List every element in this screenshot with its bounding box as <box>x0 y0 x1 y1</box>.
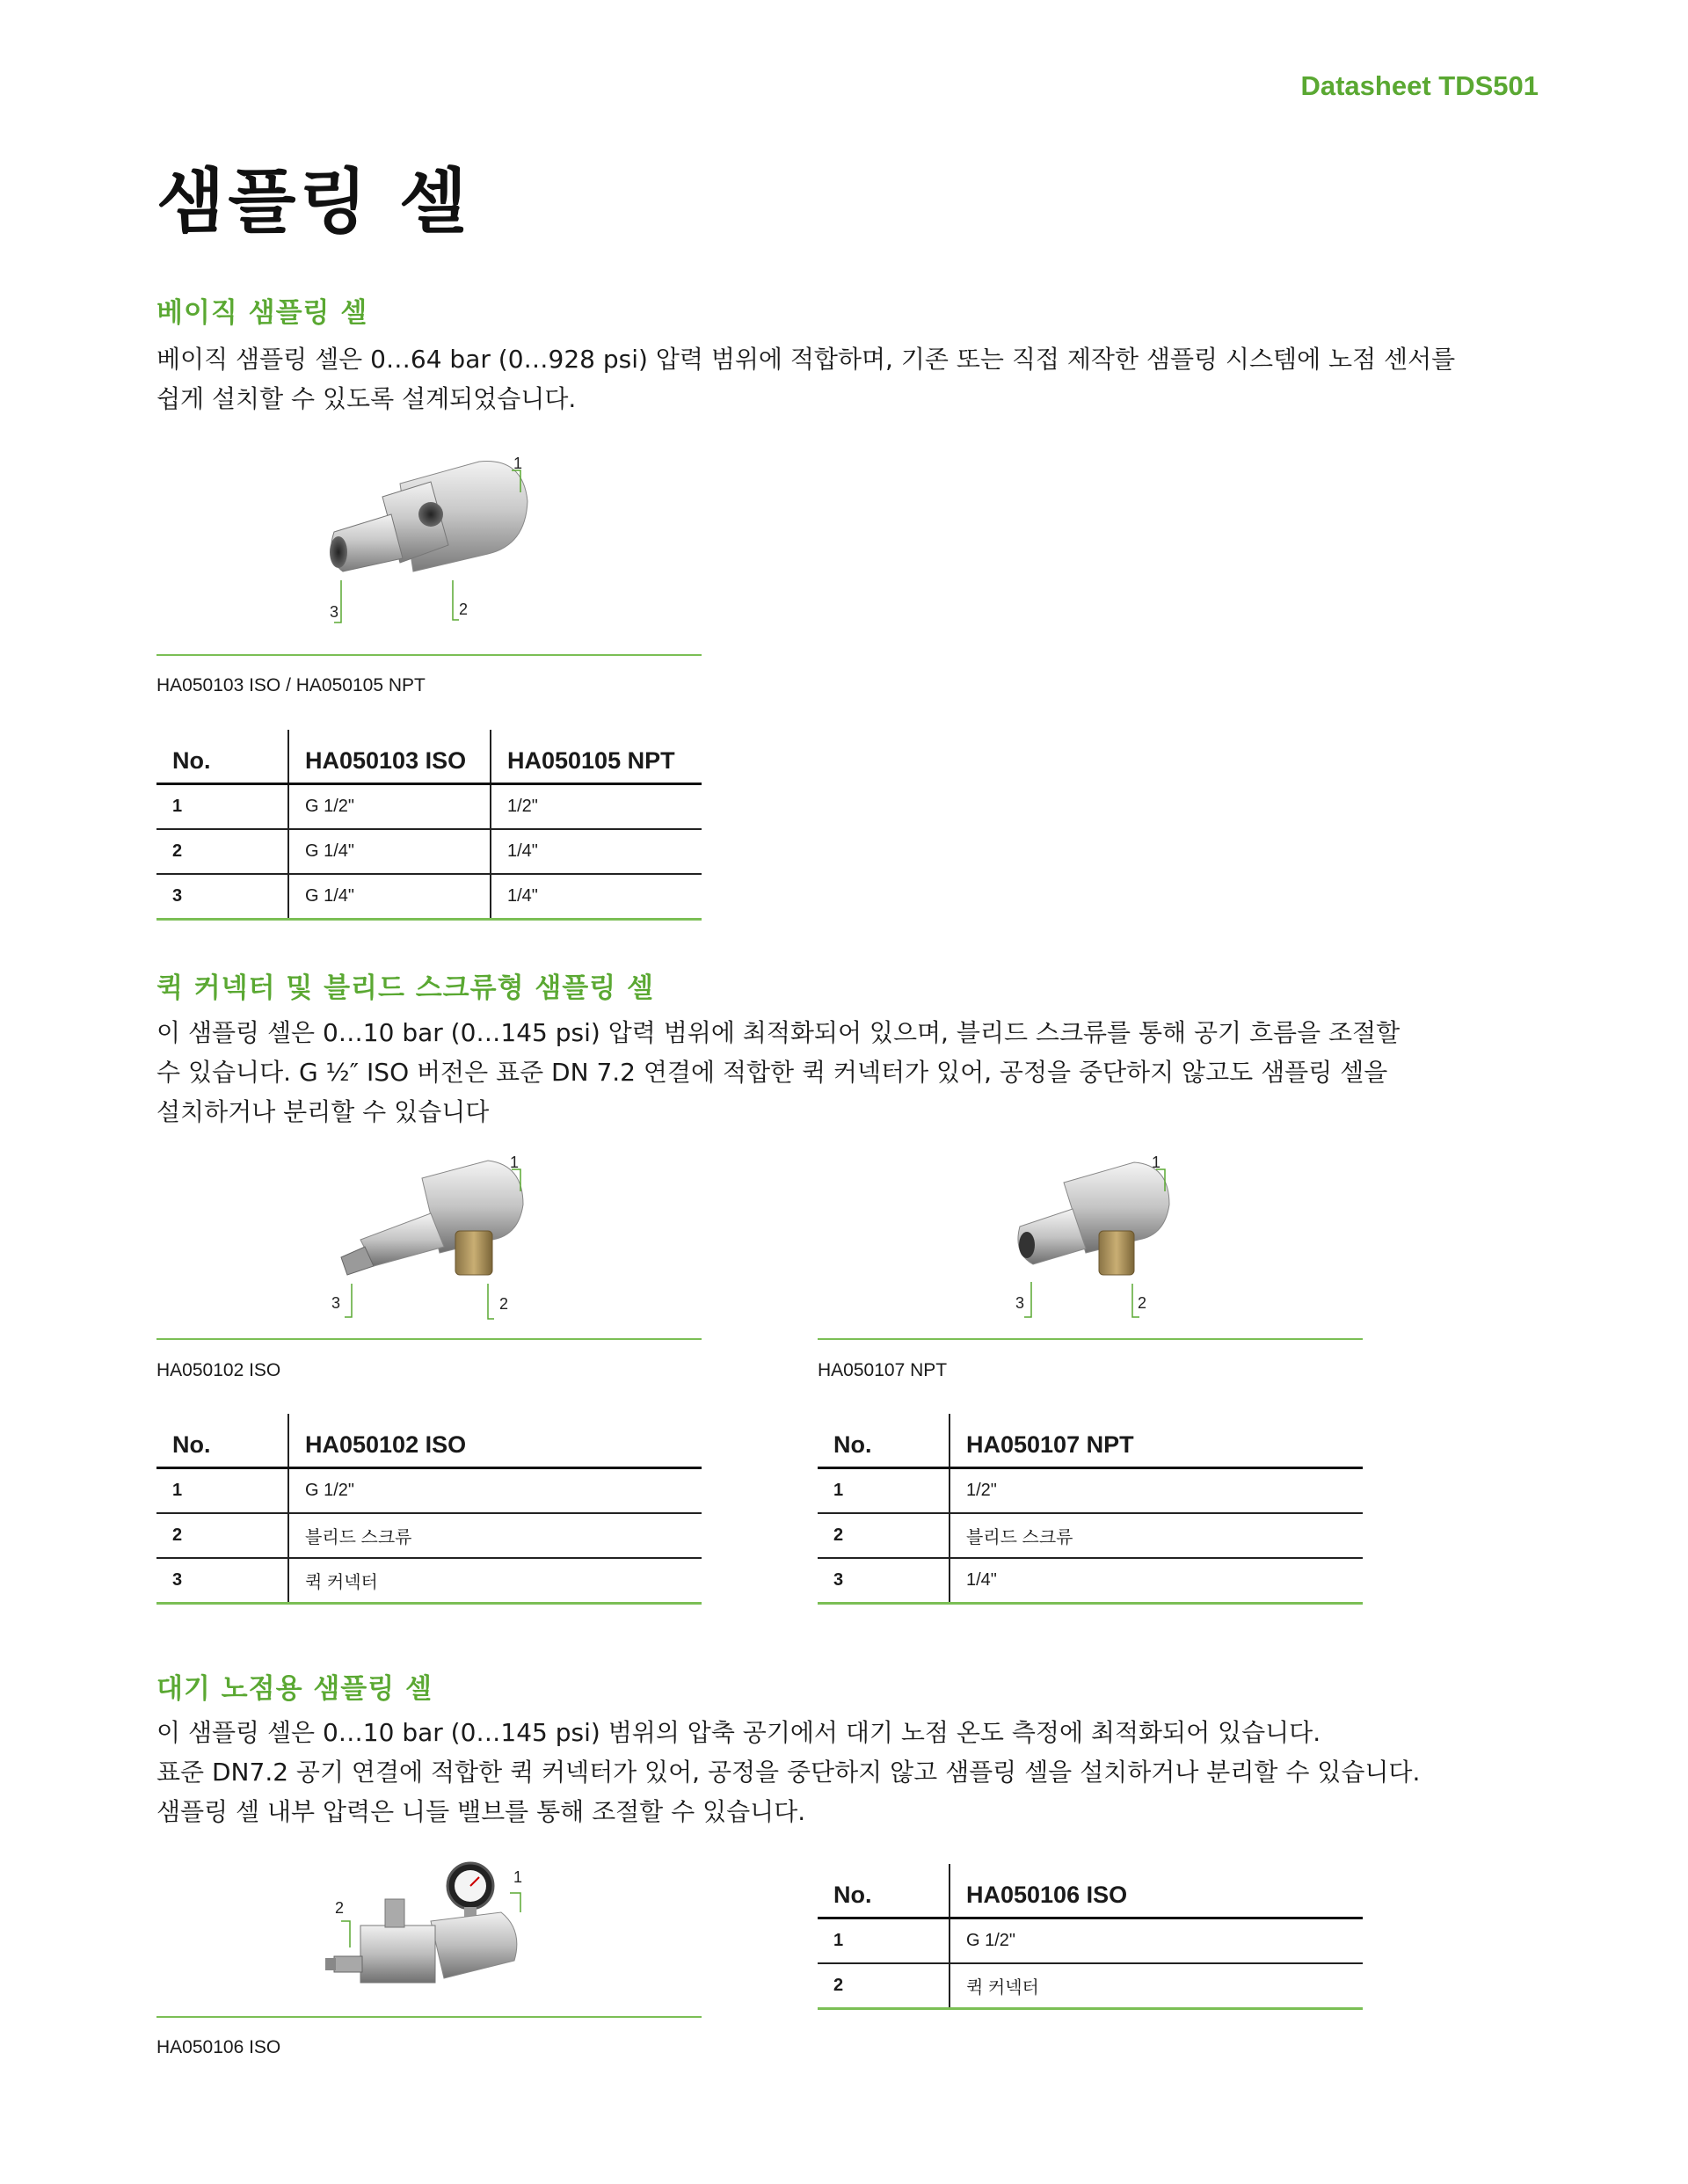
table-row <box>156 874 702 920</box>
section-title-quick-connector: 퀵 커넥터 및 블리드 스크류형 샘플링 셀 <box>156 972 654 1004</box>
table-row <box>818 1963 1363 2009</box>
table-header-cell: No. <box>156 730 288 784</box>
table-header-cell: HA050102 ISO <box>288 1414 702 1468</box>
table-cell: 2 <box>818 1513 950 1558</box>
table-cell: G 1/4" <box>288 874 491 920</box>
table-cell: G 1/2" <box>950 1918 1363 1964</box>
table-header-cell: No. <box>818 1414 950 1468</box>
table-cell: 3 <box>156 1558 288 1604</box>
table-row <box>156 1468 702 1514</box>
table-cell: 1/4" <box>491 874 702 920</box>
table-header-cell: No. <box>156 1414 288 1468</box>
callout-3: 3 <box>1015 1294 1025 1312</box>
paragraph-line: 베이직 샘플링 셀은 0…64 bar (0…928 psi) 압력 범위에 적합하며, 기존 또는 직접 제작한 샘플링 시스템에 노점 센서를 <box>156 345 1456 374</box>
callout-2: 2 <box>335 1899 345 1917</box>
section-paragraph-atmospheric <box>156 1713 1528 1831</box>
table-row <box>818 1558 1363 1604</box>
callout-1: 1 <box>513 455 523 472</box>
callout-2: 2 <box>459 601 469 618</box>
table-row <box>156 1558 702 1604</box>
figure-caption: HA050107 NPT <box>818 1360 948 1380</box>
table-cell: 1/4" <box>491 829 702 874</box>
table-header-cell: HA050106 ISO <box>950 1864 1363 1918</box>
table-row <box>156 829 702 874</box>
table-cell: 1 <box>156 784 288 830</box>
paragraph-line: 표준 DN7.2 공기 연결에 적합한 퀵 커넥터가 있어, 공정을 중단하지 않고 샘플링 셀을 설치하거나 분리할 수 있습니다. <box>156 1758 1421 1787</box>
table-cell: 1/2" <box>491 784 702 830</box>
datasheet-label: Datasheet TDS501 <box>1300 70 1539 101</box>
table-cell: 퀵 커넥터 <box>950 1963 1363 2009</box>
figure-rule <box>156 2016 702 2018</box>
callout-3: 3 <box>331 1294 341 1312</box>
npt-bleed-cell-image <box>1002 1143 1204 1328</box>
callout-1: 1 <box>513 1868 523 1886</box>
table-cell: G 1/4" <box>288 829 491 874</box>
table-cell: 2 <box>156 829 288 874</box>
callout-2: 2 <box>499 1295 509 1313</box>
spec-table-basic <box>156 730 702 921</box>
table-cell: 1 <box>818 1918 950 1964</box>
table-cell: 3 <box>156 874 288 920</box>
callout-2: 2 <box>1138 1294 1147 1312</box>
table-cell: 1 <box>156 1468 288 1514</box>
paragraph-line: 설치하거나 분리할 수 있습니다 <box>156 1097 490 1126</box>
table-cell: 2 <box>156 1513 288 1558</box>
table-cell: 3 <box>818 1558 950 1604</box>
table-row <box>156 784 702 830</box>
table-row <box>818 1918 1363 1964</box>
table-row <box>818 1468 1363 1514</box>
table-cell: 블리드 스크류 <box>288 1513 702 1558</box>
paragraph-line: 이 샘플링 셀은 0…10 bar (0…145 psi) 범위의 압축 공기에서 대기 노점 온도 측정에 최적화되어 있습니다. <box>156 1718 1321 1747</box>
table-header-row <box>818 1864 1363 1918</box>
table-row <box>156 1513 702 1558</box>
table-cell: 2 <box>818 1963 950 2009</box>
callout-1: 1 <box>1152 1154 1161 1171</box>
paragraph-line: 이 샘플링 셀은 0…10 bar (0…145 psi) 압력 범위에 최적화되어 있으며, 블리드 스크류를 통해 공기 흐름을 조절할 <box>156 1018 1401 1047</box>
table-row <box>818 1513 1363 1558</box>
table-cell: 1/4" <box>950 1558 1363 1604</box>
atmospheric-cell-image <box>325 1851 536 2009</box>
paragraph-line: 샘플링 셀 내부 압력은 니들 밸브를 통해 조절할 수 있습니다. <box>156 1797 806 1826</box>
quick-connector-cell-image <box>325 1143 554 1328</box>
section-title-atmospheric: 대기 노점용 샘플링 셀 <box>156 1673 433 1705</box>
table-cell: 1 <box>818 1468 950 1514</box>
table-cell: 퀵 커넥터 <box>288 1558 702 1604</box>
callout-1: 1 <box>510 1154 520 1171</box>
spec-table-ha050102 <box>156 1414 702 1605</box>
table-cell: G 1/2" <box>288 784 491 830</box>
figure-caption: HA050102 ISO <box>156 1360 281 1380</box>
table-header-cell: HA050103 ISO <box>288 730 491 784</box>
section-title-basic: 베이직 샘플링 셀 <box>156 297 368 329</box>
section-paragraph-quick-connector <box>156 1013 1528 1132</box>
basic-sampling-cell-image <box>316 448 545 633</box>
table-header-cell: HA050107 NPT <box>950 1414 1363 1468</box>
section-paragraph-basic <box>156 339 1528 419</box>
figure-rule <box>156 654 702 656</box>
figure-caption: HA050106 ISO <box>156 2037 281 2057</box>
table-cell: 블리드 스크류 <box>950 1513 1363 1558</box>
table-header-row <box>156 730 702 784</box>
table-header-row <box>156 1414 702 1468</box>
table-cell: 1/2" <box>950 1468 1363 1514</box>
page-title: 샘플링 셀 <box>156 161 470 243</box>
spec-table-ha050107 <box>818 1414 1363 1605</box>
table-header-row <box>818 1414 1363 1468</box>
figure-rule <box>156 1338 702 1340</box>
callout-3: 3 <box>330 603 339 621</box>
table-header-cell: HA050105 NPT <box>491 730 702 784</box>
table-cell: G 1/2" <box>288 1468 702 1514</box>
spec-table-ha050106 <box>818 1864 1363 2010</box>
paragraph-line: 수 있습니다. G ½″ ISO 버전은 표준 DN 7.2 연결에 적합한 퀵 커넥터가 있어, 공정을 중단하지 않고도 샘플링 셀을 <box>156 1058 1388 1087</box>
figure-caption: HA050103 ISO / HA050105 NPT <box>156 675 426 695</box>
figure-rule <box>818 1338 1363 1340</box>
paragraph-line: 쉽게 설치할 수 있도록 설계되었습니다. <box>156 384 577 413</box>
table-header-cell: No. <box>818 1864 950 1918</box>
